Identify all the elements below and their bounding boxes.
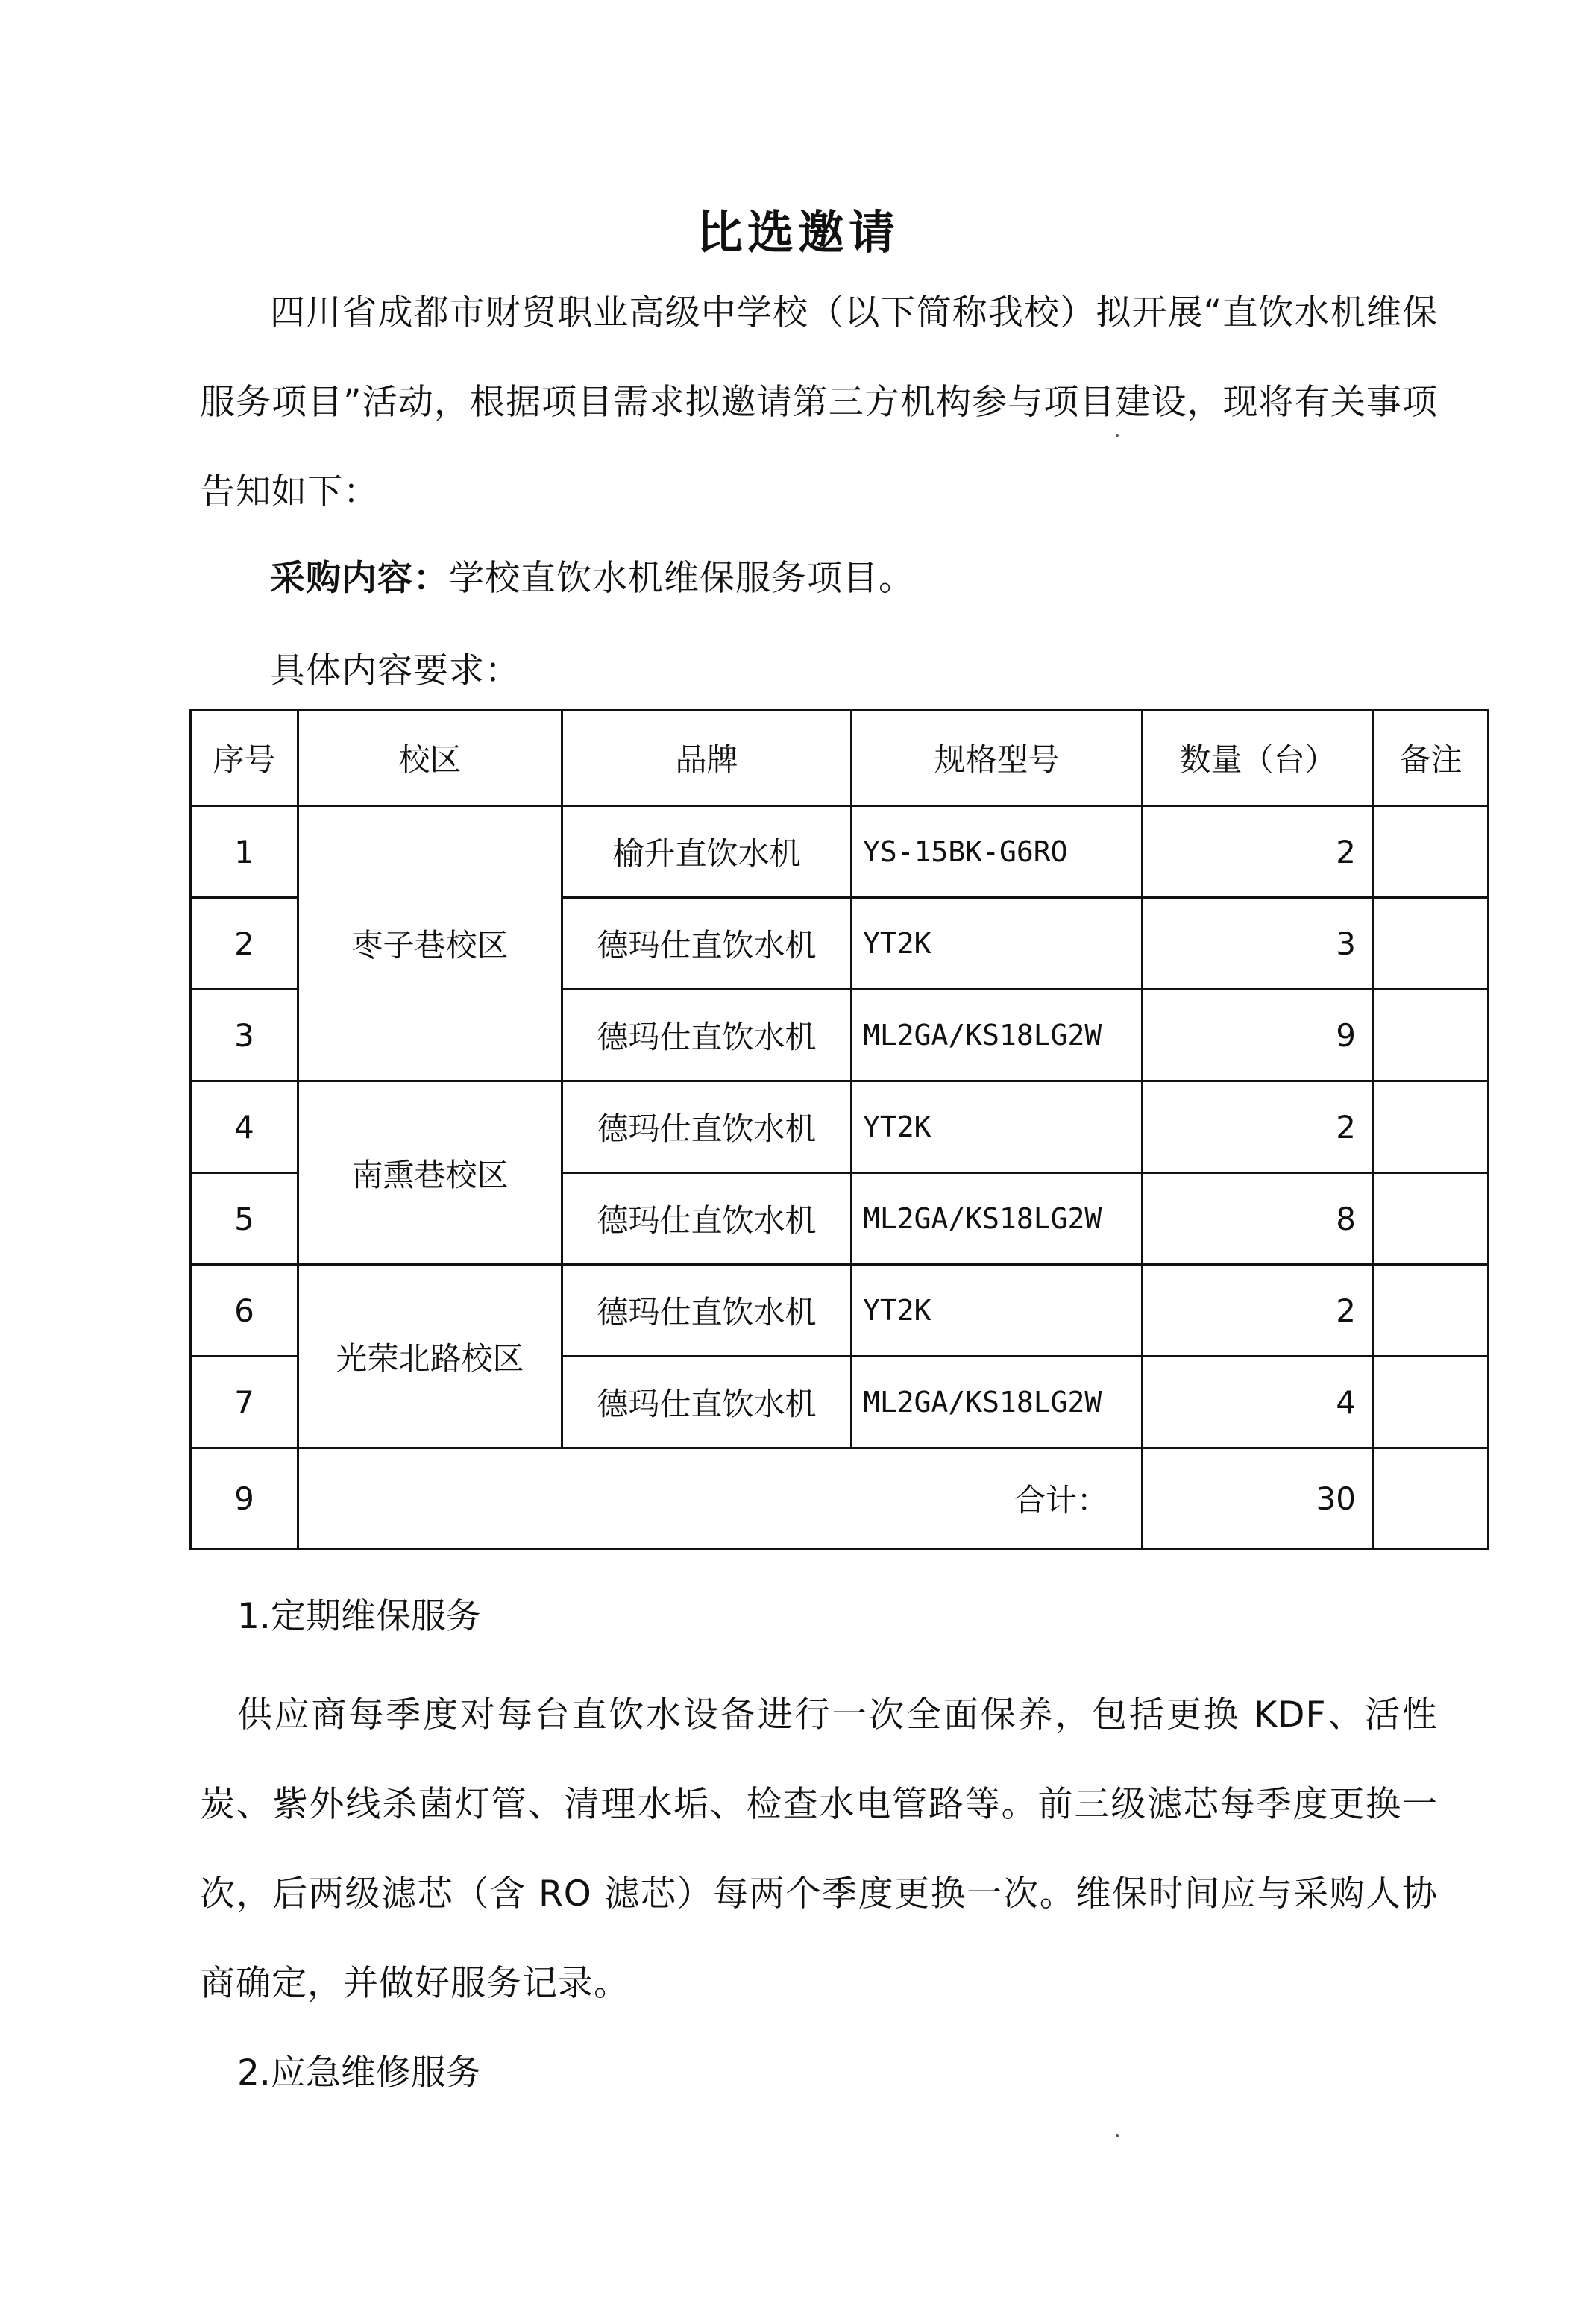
row-no: 2	[191, 898, 298, 990]
scan-speck	[1116, 2134, 1119, 2137]
row-remark	[1374, 806, 1489, 898]
campus-cell: 南熏巷校区	[298, 1081, 562, 1265]
row-brand: 德玛仕直饮水机	[562, 1357, 852, 1448]
campus-cell: 枣子巷校区	[298, 806, 562, 1081]
section1-heading: 1.定期维保服务	[237, 1596, 481, 1637]
header-no: 序号	[191, 710, 298, 806]
total-no: 9	[191, 1448, 298, 1549]
header-qty: 数量（台）	[1143, 710, 1374, 806]
row-qty: 2	[1143, 1265, 1374, 1357]
row-remark	[1374, 1357, 1489, 1448]
row-no: 1	[191, 806, 298, 898]
row-brand: 德玛仕直饮水机	[562, 990, 852, 1081]
row-model: YS-15BK-G6RO	[852, 806, 1143, 898]
row-remark	[1374, 1173, 1489, 1265]
row-no: 4	[191, 1081, 298, 1173]
section2-heading: 2.应急维修服务	[237, 2052, 481, 2093]
equipment-table	[189, 709, 1489, 1550]
row-remark	[1374, 990, 1489, 1081]
table-row	[191, 806, 1489, 898]
row-brand: 德玛仕直饮水机	[562, 1265, 852, 1357]
requirements-label: 具体内容要求：	[270, 650, 521, 691]
intro-paragraph: 四川省成都市财贸职业高级中学校（以下简称我校）拟开展“直饮水机维保服务项目”活动，根据项目需求拟邀请第三方机构参与项目建设，现将有关事项告知如下：	[200, 292, 1438, 512]
header-brand: 品牌	[562, 710, 852, 806]
campus-cell: 光荣北路校区	[298, 1265, 562, 1448]
procurement-line	[270, 550, 914, 600]
row-brand: 德玛仕直饮水机	[562, 1081, 852, 1173]
row-qty: 2	[1143, 1081, 1374, 1173]
row-model: YT2K	[852, 1265, 1143, 1357]
row-model: YT2K	[852, 1081, 1143, 1173]
total-qty: 30	[1143, 1448, 1374, 1549]
table-total-row	[191, 1448, 1489, 1549]
row-qty: 8	[1143, 1173, 1374, 1265]
table-header-row	[191, 710, 1489, 806]
row-remark	[1374, 1265, 1489, 1357]
total-label: 合计：	[298, 1448, 1143, 1549]
row-remark	[1374, 1081, 1489, 1173]
document-title: 比选邀请	[696, 205, 899, 260]
procurement-label: 采购内容：	[270, 558, 449, 599]
scan-speck	[1116, 434, 1119, 437]
row-remark	[1374, 898, 1489, 990]
row-qty: 4	[1143, 1357, 1374, 1448]
row-no: 7	[191, 1357, 298, 1448]
row-no: 5	[191, 1173, 298, 1265]
total-remark	[1374, 1448, 1489, 1549]
procurement-content: 学校直饮水机维保服务项目。	[449, 558, 914, 599]
header-campus: 校区	[298, 710, 562, 806]
row-brand: 德玛仕直饮水机	[562, 898, 852, 990]
row-no: 6	[191, 1265, 298, 1357]
table-row	[191, 1081, 1489, 1173]
header-model: 规格型号	[852, 710, 1143, 806]
header-remark: 备注	[1374, 710, 1489, 806]
row-model: YT2K	[852, 898, 1143, 990]
row-brand: 德玛仕直饮水机	[562, 1173, 852, 1265]
row-brand: 榆升直饮水机	[562, 806, 852, 898]
row-model: ML2GA/KS18LG2W	[852, 990, 1143, 1081]
row-qty: 2	[1143, 806, 1374, 898]
section1-body: 供应商每季度对每台直饮水设备进行一次全面保养，包括更换 KDF、活性炭、紫外线杀菌灯管、清理水垢、检查水电管路等。前三级滤芯每季度更换一次，后两级滤芯（含 RO 滤芯）每两个季度更换一次。维保时间应与采购人协商确定，并做好服务记录。	[200, 1694, 1438, 2004]
row-qty: 9	[1143, 990, 1374, 1081]
table-row	[191, 1265, 1489, 1357]
row-model: ML2GA/KS18LG2W	[852, 1173, 1143, 1265]
row-model: ML2GA/KS18LG2W	[852, 1357, 1143, 1448]
row-qty: 3	[1143, 898, 1374, 990]
row-no: 3	[191, 990, 298, 1081]
